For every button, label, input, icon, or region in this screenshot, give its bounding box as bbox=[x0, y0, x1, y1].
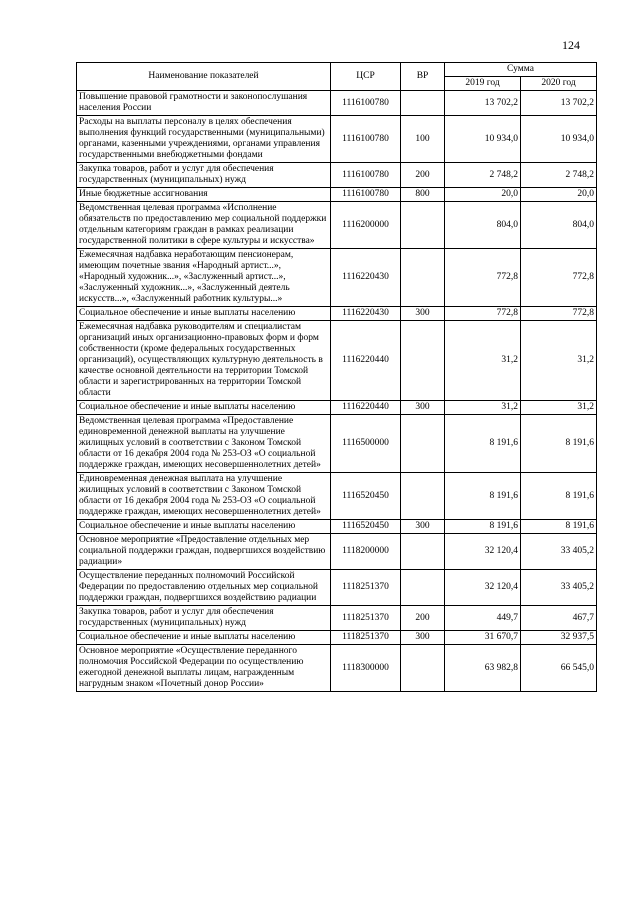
cell-vr bbox=[401, 473, 445, 520]
cell-name: Ведомственная целевая программа «Предоставление единовременной денежной выплаты на улучшение жилищных условий в соответствии с Законом Томской области от 16 декабря 2004 года № 253-ОЗ «О социальной поддержке граждан, имеющих несовершеннолетних детей» bbox=[77, 415, 331, 473]
cell-csr: 1116200000 bbox=[331, 202, 401, 249]
cell-csr: 1116100780 bbox=[331, 116, 401, 163]
table-row bbox=[77, 645, 597, 692]
cell-2020: 66 545,0 bbox=[521, 645, 597, 692]
cell-2019: 20,0 bbox=[445, 188, 521, 202]
header-name: Наименование показателей bbox=[77, 63, 331, 91]
table-row bbox=[77, 116, 597, 163]
table-row bbox=[77, 163, 597, 188]
cell-name: Социальное обеспечение и иные выплаты населению bbox=[77, 307, 331, 321]
cell-2019: 2 748,2 bbox=[445, 163, 521, 188]
cell-csr: 1116520450 bbox=[331, 520, 401, 534]
cell-name: Осуществление переданных полномочий Российской Федерации по предоставлению отдельных мер социальной поддержки граждан, подвергшихся воздействию радиации bbox=[77, 570, 331, 606]
cell-2019: 32 120,4 bbox=[445, 570, 521, 606]
table-row bbox=[77, 307, 597, 321]
table-body bbox=[77, 91, 597, 692]
cell-vr bbox=[401, 249, 445, 307]
cell-csr: 1116100780 bbox=[331, 163, 401, 188]
cell-csr: 1118251370 bbox=[331, 606, 401, 631]
table-row bbox=[77, 91, 597, 116]
cell-csr: 1116100780 bbox=[331, 188, 401, 202]
table-row bbox=[77, 415, 597, 473]
cell-csr: 1116220430 bbox=[331, 249, 401, 307]
cell-2020: 20,0 bbox=[521, 188, 597, 202]
cell-csr: 1116220440 bbox=[331, 401, 401, 415]
cell-vr bbox=[401, 570, 445, 606]
cell-name: Расходы на выплаты персоналу в целях обеспечения выполнения функций государственными (муниципальными) органами, казенными учреждениями, органами управления государственными внебюджетными фондами bbox=[77, 116, 331, 163]
table-row bbox=[77, 202, 597, 249]
cell-2019: 32 120,4 bbox=[445, 534, 521, 570]
cell-vr: 100 bbox=[401, 116, 445, 163]
cell-2020: 33 405,2 bbox=[521, 570, 597, 606]
table-row bbox=[77, 188, 597, 202]
cell-vr: 300 bbox=[401, 401, 445, 415]
table-row bbox=[77, 520, 597, 534]
cell-2019: 63 982,8 bbox=[445, 645, 521, 692]
cell-2019: 8 191,6 bbox=[445, 520, 521, 534]
cell-vr bbox=[401, 202, 445, 249]
cell-csr: 1118251370 bbox=[331, 631, 401, 645]
table-row bbox=[77, 401, 597, 415]
budget-table bbox=[76, 62, 597, 692]
cell-name: Социальное обеспечение и иные выплаты населению bbox=[77, 631, 331, 645]
cell-name: Социальное обеспечение и иные выплаты населению bbox=[77, 401, 331, 415]
cell-2019: 31 670,7 bbox=[445, 631, 521, 645]
cell-vr bbox=[401, 415, 445, 473]
table-header bbox=[77, 63, 597, 91]
cell-name: Ведомственная целевая программа «Исполнение обязательств по предоставлению мер социальной поддержки отдельным категориям граждан в рамках реализации государственной политики в сфере культуры и искусства» bbox=[77, 202, 331, 249]
cell-2020: 8 191,6 bbox=[521, 473, 597, 520]
cell-name: Ежемесячная надбавка неработающим пенсионерам, имеющим почетные звания «Народный артист...», «Народный художник...», «Заслуженный артист...», «Заслуженный художник...», «Заслуженный деятель искусств...», «Заслуженный работник культуры...» bbox=[77, 249, 331, 307]
table-row bbox=[77, 473, 597, 520]
cell-2020: 772,8 bbox=[521, 249, 597, 307]
table-row bbox=[77, 321, 597, 401]
table-row bbox=[77, 606, 597, 631]
cell-csr: 1118200000 bbox=[331, 534, 401, 570]
cell-2020: 33 405,2 bbox=[521, 534, 597, 570]
cell-2019: 10 934,0 bbox=[445, 116, 521, 163]
cell-name: Социальное обеспечение и иные выплаты населению bbox=[77, 520, 331, 534]
cell-vr: 200 bbox=[401, 606, 445, 631]
cell-name: Единовременная денежная выплата на улучшение жилищных условий в соответствии с Законом Томской области от 16 декабря 2004 года № 253-ОЗ «О социальной поддержке граждан, имеющих несовершеннолетних детей» bbox=[77, 473, 331, 520]
cell-2020: 31,2 bbox=[521, 321, 597, 401]
table-row bbox=[77, 570, 597, 606]
cell-2020: 804,0 bbox=[521, 202, 597, 249]
cell-csr: 1116220440 bbox=[331, 321, 401, 401]
header-sum: Сумма bbox=[445, 63, 597, 77]
cell-2019: 8 191,6 bbox=[445, 415, 521, 473]
cell-2019: 772,8 bbox=[445, 307, 521, 321]
cell-vr: 800 bbox=[401, 188, 445, 202]
header-vr: ВР bbox=[401, 63, 445, 91]
page-number: 124 bbox=[562, 38, 580, 52]
cell-vr: 200 bbox=[401, 163, 445, 188]
cell-2020: 8 191,6 bbox=[521, 415, 597, 473]
header-year-2019: 2019 год bbox=[445, 77, 521, 91]
cell-csr: 1116520450 bbox=[331, 473, 401, 520]
cell-2020: 467,7 bbox=[521, 606, 597, 631]
cell-2019: 31,2 bbox=[445, 321, 521, 401]
cell-2019: 13 702,2 bbox=[445, 91, 521, 116]
cell-vr bbox=[401, 645, 445, 692]
cell-csr: 1118251370 bbox=[331, 570, 401, 606]
cell-vr: 300 bbox=[401, 520, 445, 534]
cell-2019: 772,8 bbox=[445, 249, 521, 307]
cell-name: Повышение правовой грамотности и законопослушания населения России bbox=[77, 91, 331, 116]
cell-csr: 1116100780 bbox=[331, 91, 401, 116]
header-year-2020: 2020 год bbox=[521, 77, 597, 91]
cell-2020: 31,2 bbox=[521, 401, 597, 415]
cell-csr: 1118300000 bbox=[331, 645, 401, 692]
cell-2020: 32 937,5 bbox=[521, 631, 597, 645]
cell-vr bbox=[401, 321, 445, 401]
cell-2020: 8 191,6 bbox=[521, 520, 597, 534]
cell-2019: 449,7 bbox=[445, 606, 521, 631]
cell-vr bbox=[401, 91, 445, 116]
cell-2020: 13 702,2 bbox=[521, 91, 597, 116]
table-row bbox=[77, 534, 597, 570]
cell-name: Основное мероприятие «Предоставление отдельных мер социальной поддержки граждан, подвергшихся воздействию радиации» bbox=[77, 534, 331, 570]
cell-2019: 8 191,6 bbox=[445, 473, 521, 520]
cell-2019: 804,0 bbox=[445, 202, 521, 249]
cell-name: Ежемесячная надбавка руководителям и специалистам организаций иных организационно-правовых форм и форм собственности (кроме федеральных государственных организаций), осуществляющих культурную деятельность в качестве основной деятельности на территории Томской области и зарегистрированных на территории Томской области bbox=[77, 321, 331, 401]
cell-2020: 2 748,2 bbox=[521, 163, 597, 188]
table-row bbox=[77, 631, 597, 645]
cell-name: Закупка товаров, работ и услуг для обеспечения государственных (муниципальных) нужд bbox=[77, 606, 331, 631]
cell-2020: 772,8 bbox=[521, 307, 597, 321]
cell-csr: 1116500000 bbox=[331, 415, 401, 473]
cell-vr: 300 bbox=[401, 631, 445, 645]
header-csr: ЦСР bbox=[331, 63, 401, 91]
cell-vr: 300 bbox=[401, 307, 445, 321]
cell-name: Закупка товаров, работ и услуг для обеспечения государственных (муниципальных) нужд bbox=[77, 163, 331, 188]
cell-csr: 1116220430 bbox=[331, 307, 401, 321]
table-row bbox=[77, 249, 597, 307]
cell-name: Основное мероприятие «Осуществление переданного полномочия Российской Федерации по осуществлению ежегодной денежной выплаты лицам, награжденным нагрудным знаком «Почетный донор России» bbox=[77, 645, 331, 692]
cell-2019: 31,2 bbox=[445, 401, 521, 415]
cell-2020: 10 934,0 bbox=[521, 116, 597, 163]
cell-vr bbox=[401, 534, 445, 570]
cell-name: Иные бюджетные ассигнования bbox=[77, 188, 331, 202]
